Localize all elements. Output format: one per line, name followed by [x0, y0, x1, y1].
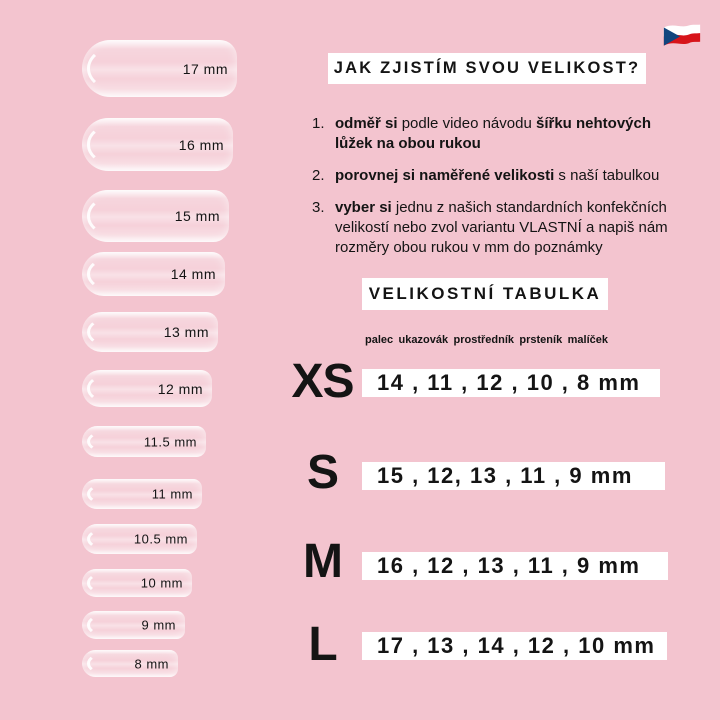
nail-tip: [82, 312, 218, 352]
finger-label-middle: prostředník: [453, 334, 514, 346]
nail-size-label: 14 mm: [170, 266, 216, 282]
nail-size-label: 13 mm: [163, 324, 209, 340]
size-letter-s: S: [306, 446, 338, 499]
nail-size-label: 10.5 mm: [133, 531, 188, 547]
size-table-title: VELIKOSTNÍ TABULKA: [368, 284, 602, 303]
nail-size-label: 8 mm: [134, 656, 169, 671]
size-table-title-box: [362, 278, 608, 310]
size-letter-l: L: [308, 618, 337, 671]
finger-label-pinky: malíček: [567, 334, 608, 346]
nail-tip: [82, 479, 202, 509]
nail-shine-arc: [87, 653, 120, 674]
steps-list: [312, 114, 674, 270]
nail-tip: [82, 426, 206, 457]
nail-tip: [82, 252, 225, 296]
nail-tip: [82, 118, 233, 171]
size-values-text: 15 , 12, 13 , 11 , 9 mm: [377, 463, 633, 488]
nail-tip: [82, 190, 229, 242]
finger-labels-row: [365, 334, 608, 346]
nail-size-label: 12 mm: [157, 380, 203, 397]
size-values-text: 16 , 12 , 13 , 11 , 9 mm: [377, 553, 641, 578]
step-text-bold: porovnej si naměřené velikosti: [335, 167, 555, 184]
size-values-strip-s: [362, 462, 665, 490]
nail-shine-arc: [87, 124, 138, 164]
finger-label-ring: prsteník: [519, 334, 563, 346]
nail-tip: [82, 370, 212, 407]
nail-shine-arc: [87, 430, 129, 454]
nail-shine-arc: [87, 374, 131, 402]
step-item-2: [312, 166, 674, 186]
step-text: s naší tabulkou: [554, 167, 660, 184]
size-values-strip-xs: [362, 369, 660, 397]
nail-shine-arc: [87, 572, 124, 593]
step-item-1: [312, 114, 674, 154]
page-title: JAK ZJISTÍM SVOU VELIKOST?: [333, 59, 641, 77]
size-letter-xs: XS: [291, 355, 354, 408]
nail-size-label: 11.5 mm: [143, 434, 197, 449]
step-number: 1.: [312, 115, 325, 132]
nail-tip: [82, 611, 185, 639]
step-number: 3.: [312, 199, 325, 216]
size-values-text: 14 , 11 , 12 , 10 , 8 mm: [377, 370, 641, 395]
step-item-3: [312, 198, 674, 258]
nail-shine-arc: [87, 483, 128, 506]
nail-shine-arc: [87, 196, 137, 236]
nail-size-label: 11 mm: [151, 486, 193, 502]
nail-shine-arc: [87, 317, 133, 347]
step-text-bold: odměř si: [335, 115, 398, 132]
nail-size-label: 15 mm: [174, 208, 220, 224]
nail-shine-arc: [87, 257, 136, 290]
nail-size-label: 17 mm: [182, 60, 228, 77]
size-values-strip-l: [362, 632, 667, 660]
finger-label-thumb: palec: [365, 334, 394, 346]
size-letter-m: M: [303, 535, 342, 588]
step-text-bold: šířku nehtových lůžek na obou rukou: [335, 115, 652, 152]
step-text: jednu z našich standardních konfekčních velikostí nebo zvol variantu VLASTNÍ a napiš nám rozměry obou rukou v mm do poznámky: [335, 199, 668, 256]
nail-tip: [82, 40, 237, 97]
nail-tip: [82, 650, 178, 677]
nail-shine-arc: [87, 528, 126, 551]
finger-label-index: ukazovák: [398, 334, 449, 346]
size-values-text: 17 , 13 , 14 , 12 , 10 mm: [377, 633, 656, 658]
step-number: 2.: [312, 167, 325, 184]
nail-size-label: 10 mm: [140, 575, 183, 591]
czech-flag-icon: [661, 20, 703, 54]
nail-tip: [82, 569, 192, 597]
nail-shine-arc: [87, 47, 140, 90]
nail-size-label: 16 mm: [178, 136, 224, 153]
size-values-strip-m: [362, 552, 668, 580]
step-text-bold: vyber si: [335, 199, 392, 216]
page-title-box: [328, 53, 646, 84]
nail-tip: [82, 524, 197, 554]
nail-shine-arc: [87, 614, 122, 635]
step-text: podle video návodu: [397, 115, 536, 132]
nail-size-label: 9 mm: [141, 617, 176, 633]
